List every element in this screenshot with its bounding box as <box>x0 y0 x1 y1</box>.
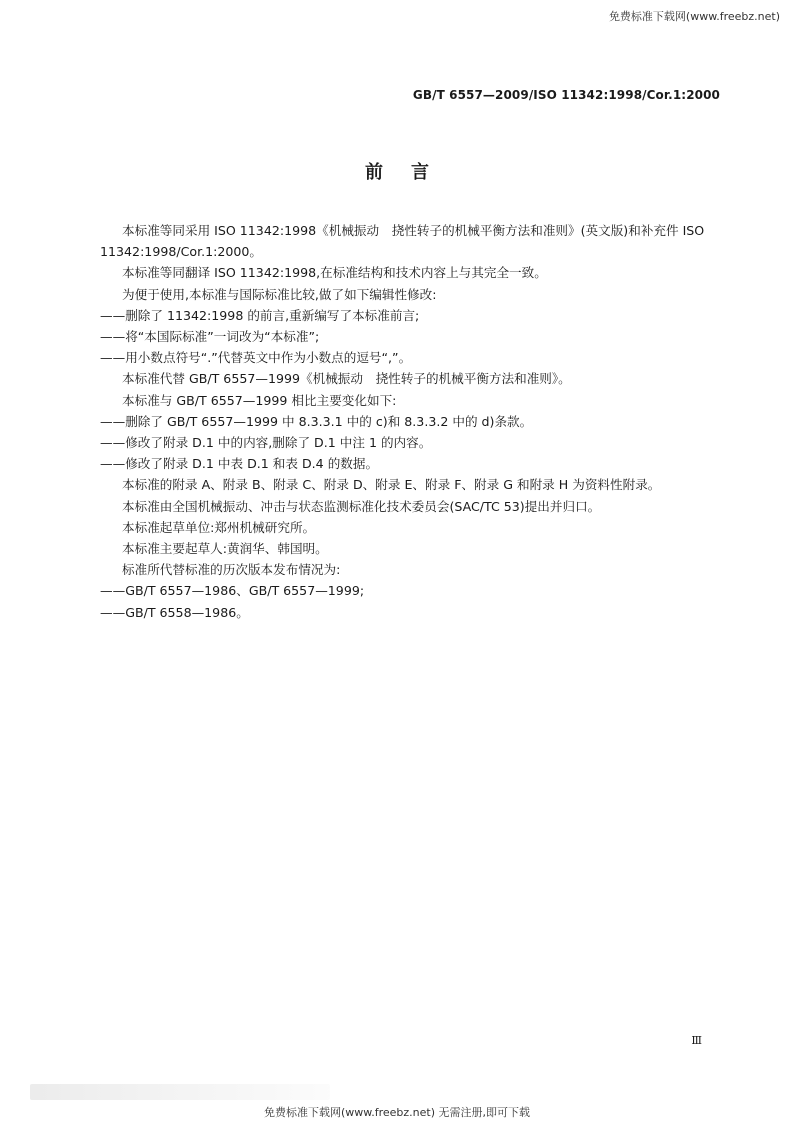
list-item: ——GB/T 6557—1986、GB/T 6557—1999; <box>100 583 365 599</box>
page-number: Ⅲ <box>691 1034 702 1047</box>
paragraph: 本标准的附录 A、附录 B、附录 C、附录 D、附录 E、附录 F、附录 G 和附录 H 为资料性附录。 <box>122 477 661 493</box>
paragraph: 本标准起草单位:郑州机械研究所。 <box>122 519 316 535</box>
list-item: ——删除了 11342:1998 的前言,重新编写了本标准前言; <box>100 307 420 323</box>
list-item: ——将“本国际标准”一词改为“本标准”; <box>100 329 320 345</box>
list-item: ——修改了附录 D.1 中表 D.1 和表 D.4 的数据。 <box>100 456 379 472</box>
faint-logo-watermark <box>30 1084 330 1100</box>
paragraph: 本标准等同翻译 ISO 11342:1998,在标准结构和技术内容上与其完全一致。 <box>122 265 547 281</box>
list-item: ——修改了附录 D.1 中的内容,删除了 D.1 中注 1 的内容。 <box>100 435 432 451</box>
paragraph: 本标准与 GB/T 6557—1999 相比主要变化如下: <box>122 392 397 408</box>
list-item: ——删除了 GB/T 6557—1999 中 8.3.3.1 中的 c)和 8.3.3.2 中的 d)条款。 <box>100 413 533 429</box>
foreword-body <box>100 220 730 623</box>
bottom-watermark: 免费标准下载网(www.freebz.net) 无需注册,即可下载 <box>263 1106 531 1119</box>
list-item: ——用小数点符号“.”代替英文中作为小数点的逗号“,”。 <box>100 350 412 366</box>
paragraph: 标准所代替标准的历次版本发布情况为: <box>122 562 341 578</box>
paragraph: 为便于使用,本标准与国际标准比较,做了如下编辑性修改: <box>122 286 437 302</box>
paragraph: 本标准由全国机械振动、冲击与状态监测标准化技术委员会(SAC/TC 53)提出并归口。 <box>122 498 601 514</box>
paragraph: 本标准主要起草人:黄润华、韩国明。 <box>122 541 328 557</box>
paragraph: 本标准等同采用 ISO 11342:1998《机械振动 挠性转子的机械平衡方法和准则》(英文版)和补充件 ISO 11342:1998/Cor.1:2000。 <box>100 223 705 260</box>
top-watermark: 免费标准下载网(www.freebz.net) <box>608 10 780 23</box>
standard-code: GB/T 6557—2009/ISO 11342:1998/Cor.1:2000 <box>412 88 720 102</box>
page-title: 前言 <box>365 162 457 183</box>
list-item: ——GB/T 6558—1986。 <box>100 604 249 620</box>
paragraph: 本标准代替 GB/T 6557—1999《机械振动 挠性转子的机械平衡方法和准则》。 <box>122 371 571 387</box>
